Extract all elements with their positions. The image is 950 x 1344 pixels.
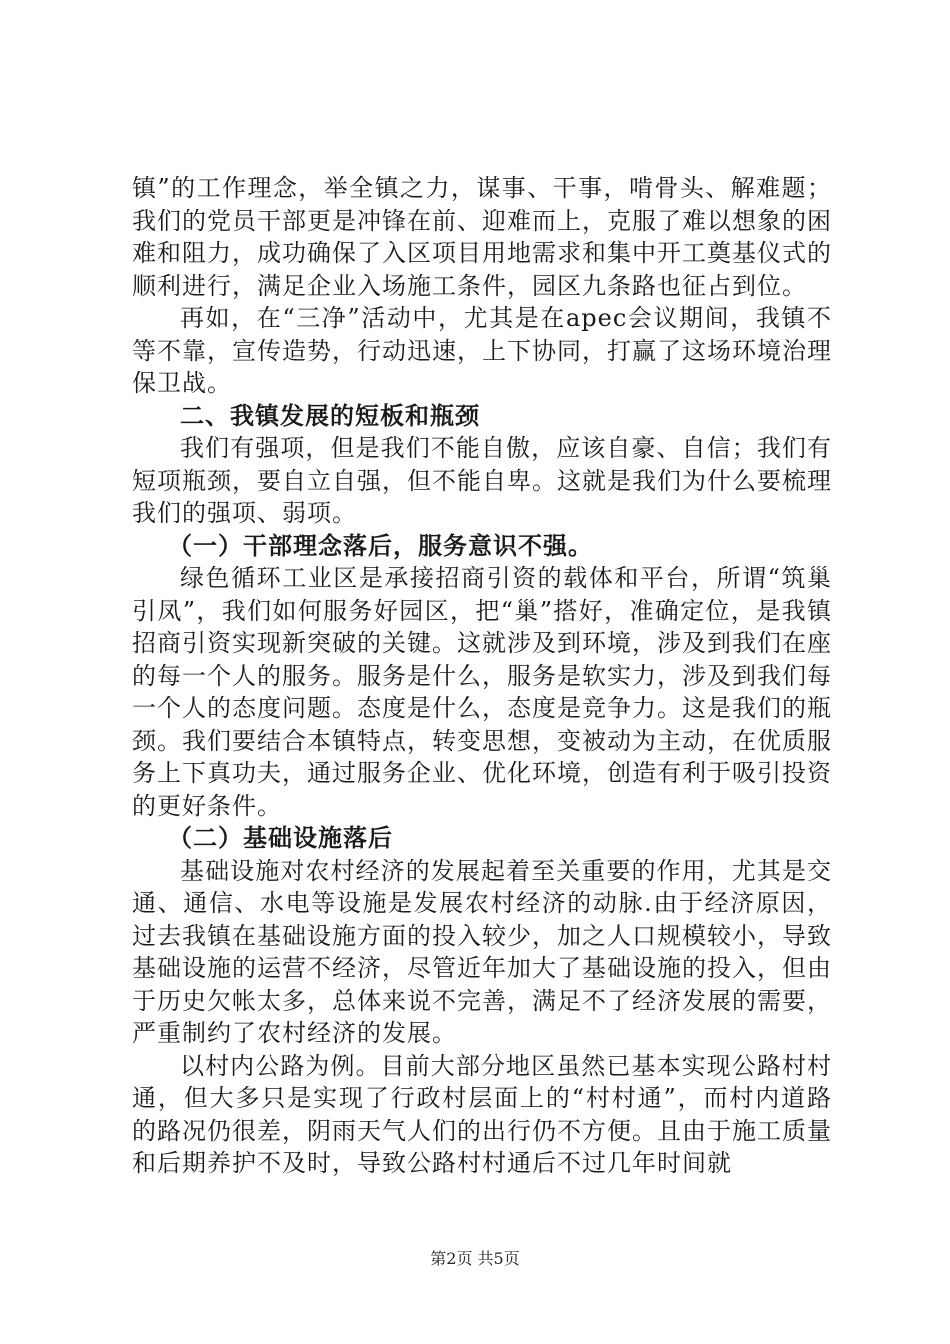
subsection-heading-1: （一）干部理念落后，服务意识不强。	[168, 531, 593, 560]
paragraph-3: 我们有强项，但是我们不能自傲，应该自豪、自信；我们有短项瓶颈，要自立自强，但不能自卑。这就是我们为什么要梳理我们的强项、弱项。	[132, 434, 832, 527]
document-body	[132, 172, 832, 1180]
page-footer: 第2页 共5页	[430, 1249, 520, 1268]
subsection-heading-2: （二）基础设施落后	[168, 824, 393, 852]
paragraph-1: 镇”的工作理念，举全镇之力，谋事、干事，啃骨头、解难题；我们的党员干部更是冲锋在前、迎难而上，克服了难以想象的困难和阻力，成功确保了入区项目用地需求和集中开工奠基仪式的顺利进行，满足企业入场施工条件，园区九条路也征占到位。	[132, 174, 832, 300]
paragraph-4: 绿色循环工业区是承接招商引资的载体和平台，所谓“筑巢引凤”，我们如何服务好园区，把“巢”搭好，准确定位，是我镇招商引资实现新突破的关键。这就涉及到环境，涉及到我们在座的每一个人的服务。服务是什么，服务是软实力，涉及到我们每一个人的态度问题。态度是什么，态度是竞争力。这是我们的瓶颈。我们要结合本镇特点，转变思想，变被动为主动，在优质服务上下真功夫，通过服务企业、优化环境，创造有利于吸引投资的更好条件。	[132, 564, 832, 820]
paragraph-6: 以村内公路为例。目前大部分地区虽然已基本实现公路村村通，但大多只是实现了行政村层面上的“村村通”，而村内道路的路况仍很差，阴雨天气人们的出行仍不方便。且由于施工质量和后期养护不及时，导致公路村村通后不过几年时间就	[132, 1051, 832, 1177]
paragraph-5: 基础设施对农村经济的发展起着至关重要的作用，尤其是交通、通信、水电等设施是发展农村经济的动脉.由于经济原因，过去我镇在基础设施方面的投入较少，加之人口规模较小，导致基础设施的运营不经济，尽管近年加大了基础设施的投入，但由于历史欠帐太多，总体来说不完善，满足不了经济发展的需要，严重制约了农村经济的发展。	[132, 856, 832, 1047]
paragraph-2: 再如，在“三净”活动中，尤其是在apec会议期间，我镇不等不靠，宣传造势，行动迅速，上下协同，打赢了这场环境治理保卫战。	[132, 304, 832, 397]
section-heading-2: 二、我镇发展的短板和瓶颈	[180, 401, 480, 430]
